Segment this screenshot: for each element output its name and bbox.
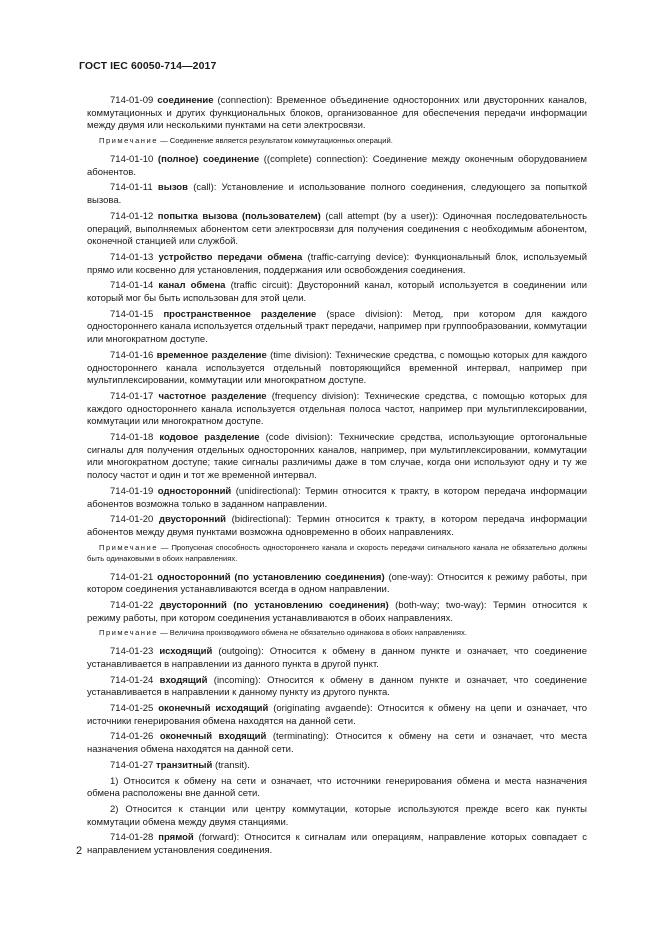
page-number: 2 — [76, 845, 83, 857]
term-entry — [87, 572, 587, 597]
term-definition: (one-way): Относится к режиму работы, при котором соединения устанавливаются всегда в одном направлении. — [87, 571, 588, 596]
term-code: 714-01-23 — [110, 646, 154, 658]
term-entry — [87, 280, 587, 305]
term-name: временное разделение — [156, 349, 267, 361]
term-entry — [87, 514, 587, 539]
term-definition: (connection): Временное объединение односторонних или двусторонних каналов, коммутационных и других функциональных блоков, организованное для обеспечения передачи информации между двумя или несколькими пунктами на сети электросвязи. — [87, 95, 588, 132]
term-name: оконечный исходящий — [158, 703, 269, 715]
term-entry — [87, 832, 587, 857]
term-code: 714-01-27 — [110, 759, 154, 771]
term-code: 714-01-16 — [110, 349, 154, 361]
term-entry — [87, 731, 587, 756]
term-name: устройство передачи обмена — [158, 251, 303, 263]
sub-definition: 2) Относится к станции или центру коммутации, которые используются прежде всего как пункты коммутации обмена между двумя станциями. — [87, 803, 587, 828]
term-name: (полное) соединение — [157, 154, 260, 166]
term-name: оконечный входящий — [159, 731, 267, 743]
term-definition: (frequency division): Технические средства, с помощью которых для каждого одностороннего канала используется отдельная полоса частот, например при мультиплексировании, коммутации или многократном доступе. — [87, 390, 587, 428]
term-definition: (space division): Метод, при котором для каждого одностороннего канала используется отдельный тракт передачи, например при группообразовании, коммутации или многократном доступе. — [87, 308, 587, 346]
term-name: двусторонний — [158, 514, 226, 526]
term-name: пространственное разделение — [163, 308, 317, 320]
note — [87, 543, 587, 565]
term-definition: (code division): Технические средства, использующие ортогональные сигналы для получения отдельных односторонних каналов, например, при мультиплексировании, коммутации или многократном доступе; такие сигналы различимы даже в том случае, когда они используют одну и ту же полосу частот и один и тот же временной интервал. — [87, 432, 588, 482]
term-definition: (traffic-carrying device): Функциональный блок, используемый прямо или косвенно для установления, поддержания или освобождения соединения. — [87, 251, 588, 276]
term-definition: (originating avgaende): Относится к обмену на цепи и означает, что источники генерирования обмена находятся на данной сети. — [87, 703, 588, 727]
term-code: 714-01-10 — [110, 154, 154, 166]
note-label: Примечание — [99, 542, 158, 552]
term-code: 714-01-24 — [110, 674, 154, 686]
document-body — [87, 95, 587, 861]
term-name: транзитный — [155, 759, 213, 771]
term-definition: (both-way; two-way): Термин относится к режиму работы, при котором соединения устанавливаются в обоих направлениях. — [87, 599, 588, 624]
note-text: — Пропускная способность одностороннего канала и скорость передачи сигнального канала не обязательно должны быть одинаковыми в обоих направлениях. — [87, 542, 587, 563]
term-code: 714-01-20 — [110, 514, 154, 526]
term-entry — [87, 646, 587, 671]
term-name: прямой — [158, 832, 194, 844]
term-entry — [87, 252, 587, 277]
sub-definition: 1) Относится к обмену на сети и означает, что источники генерирования обмена и места назначения обмена расположены вне данной сети. — [87, 775, 587, 800]
term-name: попытка вызова (пользователем) — [157, 210, 321, 222]
term-name: соединение — [157, 95, 214, 106]
term-code: 714-01-13 — [110, 251, 154, 263]
term-definition: (incoming): Относится к обмену в данном пункте и означает, что соединение устанавливается в направлении к данному пункту из другого пункта. — [87, 674, 588, 699]
term-definition: (terminating): Относится к обмену на сети и означает, что места назначения обмена находятся на данной сети. — [87, 731, 588, 756]
term-name: вызов — [157, 182, 188, 194]
term-code: 714-01-15 — [110, 308, 154, 320]
term-entry — [87, 182, 587, 207]
note-text: — Величина производимого обмена не обязательно одинакова в обоих направлениях. — [160, 628, 467, 638]
term-definition: (unidirectional): Термин относится к тракту, в котором передача информации абонентов возможна только в заданном направлении. — [87, 485, 587, 510]
document-header: ГОСТ IEC 60050-714—2017 — [79, 60, 217, 72]
term-code: 714-01-17 — [110, 390, 154, 402]
term-code: 714-01-12 — [110, 210, 154, 222]
term-definition: (forward): Относится к сигналам или операциям, направление которых совпадает с направлением установления соединения. — [87, 832, 588, 857]
term-name: кодовое разделение — [159, 432, 260, 444]
term-entry — [87, 391, 587, 429]
note-text: — Соединение является результатом коммутационных операций. — [160, 136, 393, 146]
term-entry — [87, 703, 587, 728]
term-code: 714-01-22 — [110, 599, 154, 611]
term-definition: (bidirectional): Термин относится к тракту, в котором передача информации абонентов между двумя пунктами возможна одновременно в обоих направлениях. — [87, 514, 587, 538]
term-entry — [87, 350, 587, 388]
term-name: двусторонний (по установлению соединения) — [159, 599, 389, 611]
term-definition: (call): Установление и использование полного соединения, следующего за попыткой вызова. — [87, 182, 588, 207]
term-definition: (call attempt (by a user)): Одиночная последовательность операций, выполняемых абонентом сети электросвязи для получения соединения с необходимым абонентом, оконечной станцией или службой. — [87, 210, 588, 248]
term-entry — [87, 211, 587, 249]
term-entry — [87, 309, 587, 347]
note — [87, 628, 587, 639]
term-code: 714-01-28 — [110, 832, 154, 844]
term-entry — [87, 95, 587, 133]
note — [87, 136, 587, 147]
note-label: Примечание — [99, 136, 158, 146]
term-name: канал обмена — [158, 280, 226, 292]
term-entry — [87, 486, 587, 511]
term-code: 714-01-11 — [110, 182, 153, 194]
term-code: 714-01-21 — [110, 571, 154, 583]
term-name: односторонний — [157, 485, 232, 497]
term-code: 714-01-18 — [110, 432, 154, 444]
term-entry — [87, 432, 587, 483]
term-definition: ((complete) connection): Соединение между оконечным оборудованием абонентов. — [87, 154, 587, 178]
term-definition: (traffic circuit): Двусторонний канал, который используется в соединении или который мог бы быть использован для этой цели. — [87, 280, 587, 305]
term-name: входящий — [159, 674, 208, 686]
term-name: односторонний (по установлению соединения) — [157, 571, 385, 583]
term-entry — [87, 600, 587, 625]
term-code: 714-01-26 — [110, 731, 154, 743]
term-code: 714-01-19 — [110, 485, 154, 497]
term-name: исходящий — [159, 646, 213, 658]
term-definition: (time division): Технические средства, с помощью которых для каждого одностороннего канала используется отдельный повторяющийся временной интервал, например при мультиплексировании, коммутации или многократном доступе. — [87, 349, 587, 387]
term-definition: (transit). — [214, 759, 250, 771]
note-label: Примечание — [99, 628, 158, 638]
term-definition: (outgoing): Относится к обмену в данном пункте и означает, что соединение устанавливается в направлении из данного пункта в другой пункт. — [87, 646, 587, 670]
term-entry — [87, 154, 587, 179]
term-code: 714-01-14 — [110, 280, 154, 292]
term-entry — [87, 675, 587, 700]
term-code: 714-01-09 — [110, 95, 154, 106]
term-name: частотное разделение — [158, 390, 267, 402]
term-entry — [87, 760, 587, 773]
term-code: 714-01-25 — [110, 703, 154, 715]
